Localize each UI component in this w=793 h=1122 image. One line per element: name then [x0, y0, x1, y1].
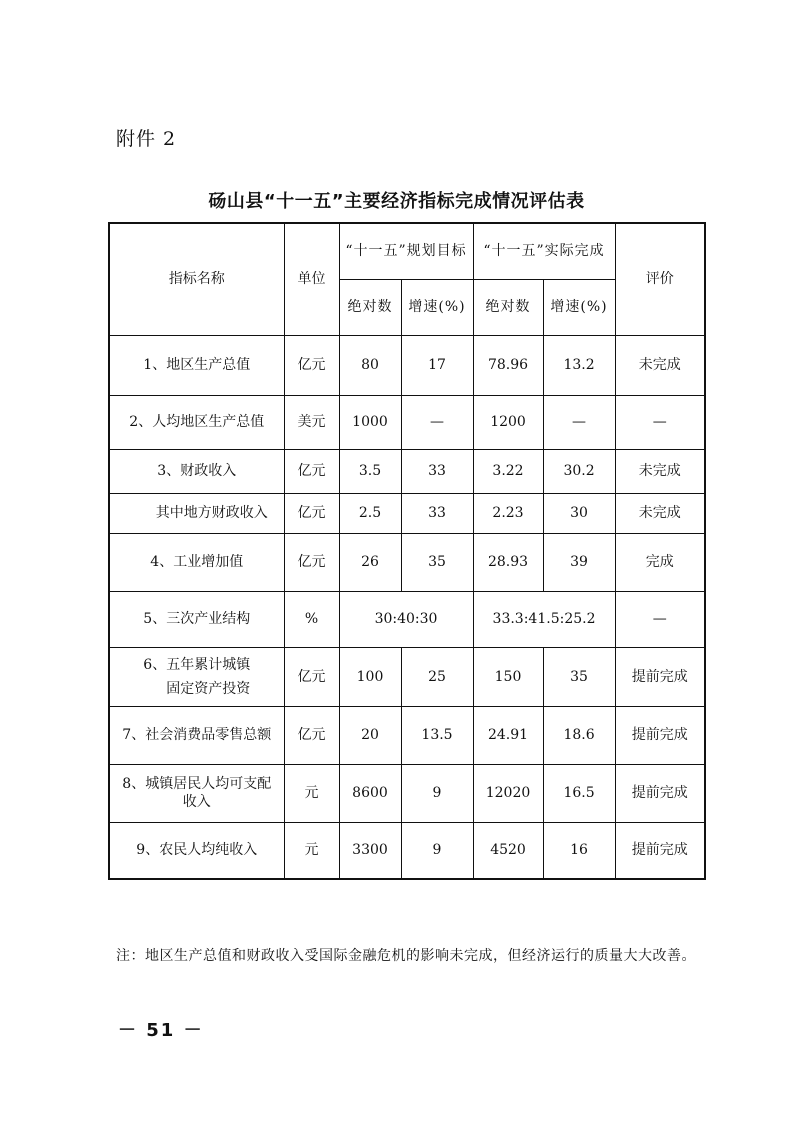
row-unit: 亿元	[284, 706, 339, 764]
row-evaluation: 完成	[615, 533, 705, 591]
header-actual-growth: 增速(%)	[543, 279, 615, 335]
row-plan-abs: 8600	[339, 764, 401, 822]
row-evaluation: 提前完成	[615, 647, 705, 706]
header-plan-abs: 绝对数	[339, 279, 401, 335]
row-evaluation: 提前完成	[615, 706, 705, 764]
row-plan-growth: 25	[401, 647, 473, 706]
row-plan-abs: 26	[339, 533, 401, 591]
row-evaluation: 提前完成	[615, 764, 705, 822]
row-unit: 亿元	[284, 647, 339, 706]
table-row	[109, 335, 705, 395]
row-name: 9、农民人均纯收入	[109, 822, 284, 879]
row-actual-structure: 33.3:41.5:25.2	[473, 591, 615, 647]
header-plan-growth: 增速(%)	[401, 279, 473, 335]
row-actual-growth: —	[543, 395, 615, 449]
row-name	[109, 647, 284, 706]
table-row	[109, 591, 705, 647]
row-name: 其中地方财政收入	[109, 493, 284, 533]
footnote: 注：地区生产总值和财政收入受国际金融危机的影响未完成，但经济运行的质量大大改善。	[116, 948, 696, 964]
row-plan-growth: 9	[401, 822, 473, 879]
table-row	[109, 706, 705, 764]
row-plan-abs: 80	[339, 335, 401, 395]
header-row-1	[109, 223, 705, 279]
row-unit: 美元	[284, 395, 339, 449]
row-actual-growth: 35	[543, 647, 615, 706]
row-plan-growth: 13.5	[401, 706, 473, 764]
row-name-line1: 8、城镇居民人均可支配	[122, 776, 272, 792]
row-actual-abs: 3.22	[473, 449, 543, 493]
table-row	[109, 395, 705, 449]
row-actual-abs: 1200	[473, 395, 543, 449]
row-plan-structure: 30:40:30	[339, 591, 473, 647]
row-actual-abs: 12020	[473, 764, 543, 822]
row-unit: 元	[284, 764, 339, 822]
row-name-line2: 收入	[182, 794, 211, 810]
header-indicator: 指标名称	[109, 223, 284, 335]
header-evaluation: 评价	[615, 223, 705, 335]
row-unit: 亿元	[284, 335, 339, 395]
row-actual-abs: 2.23	[473, 493, 543, 533]
row-actual-growth: 16.5	[543, 764, 615, 822]
row-unit: 元	[284, 822, 339, 879]
row-name: 7、社会消费品零售总额	[109, 706, 284, 764]
table-row	[109, 822, 705, 879]
table-row	[109, 449, 705, 493]
row-name	[109, 764, 284, 822]
row-actual-growth: 30.2	[543, 449, 615, 493]
row-plan-abs: 100	[339, 647, 401, 706]
row-plan-abs: 2.5	[339, 493, 401, 533]
row-plan-growth: —	[401, 395, 473, 449]
row-name: 5、三次产业结构	[109, 591, 284, 647]
header-unit: 单位	[284, 223, 339, 335]
row-name: 3、财政收入	[109, 449, 284, 493]
row-actual-abs: 4520	[473, 822, 543, 879]
table-row	[109, 764, 705, 822]
row-evaluation: 未完成	[615, 493, 705, 533]
table-row	[109, 647, 705, 706]
row-plan-growth: 35	[401, 533, 473, 591]
table-title: 砀山县“十一五”主要经济指标完成情况评估表	[208, 191, 585, 212]
page-number: － 51 －	[118, 1020, 204, 1041]
row-plan-abs: 1000	[339, 395, 401, 449]
row-unit: 亿元	[284, 449, 339, 493]
row-evaluation: —	[615, 395, 705, 449]
row-name: 4、工业增加值	[109, 533, 284, 591]
header-actual-group: “十一五”实际完成	[473, 223, 615, 279]
row-name: 2、人均地区生产总值	[109, 395, 284, 449]
row-plan-growth: 33	[401, 493, 473, 533]
row-plan-abs: 3300	[339, 822, 401, 879]
row-unit: 亿元	[284, 533, 339, 591]
row-actual-abs: 28.93	[473, 533, 543, 591]
row-evaluation: 提前完成	[615, 822, 705, 879]
row-actual-abs: 78.96	[473, 335, 543, 395]
row-name-line1: 6、五年累计城镇	[143, 656, 251, 673]
row-actual-growth: 30	[543, 493, 615, 533]
row-actual-growth: 16	[543, 822, 615, 879]
row-name-line2: 固定资产投资	[166, 680, 251, 697]
row-plan-abs: 20	[339, 706, 401, 764]
row-plan-abs: 3.5	[339, 449, 401, 493]
row-actual-growth: 39	[543, 533, 615, 591]
header-plan-group: “十一五”规划目标	[339, 223, 473, 279]
row-evaluation: 未完成	[615, 449, 705, 493]
row-unit: 亿元	[284, 493, 339, 533]
row-unit: %	[284, 591, 339, 647]
row-name: 1、地区生产总值	[109, 335, 284, 395]
row-actual-growth: 13.2	[543, 335, 615, 395]
attachment-label: 附件 2	[116, 128, 177, 150]
row-evaluation: 未完成	[615, 335, 705, 395]
row-plan-growth: 33	[401, 449, 473, 493]
row-plan-growth: 9	[401, 764, 473, 822]
row-plan-growth: 17	[401, 335, 473, 395]
row-evaluation: —	[615, 591, 705, 647]
header-actual-abs: 绝对数	[473, 279, 543, 335]
table-row	[109, 533, 705, 591]
row-actual-growth: 18.6	[543, 706, 615, 764]
indicator-table	[108, 222, 706, 880]
row-actual-abs: 150	[473, 647, 543, 706]
table-row	[109, 493, 705, 533]
row-actual-abs: 24.91	[473, 706, 543, 764]
